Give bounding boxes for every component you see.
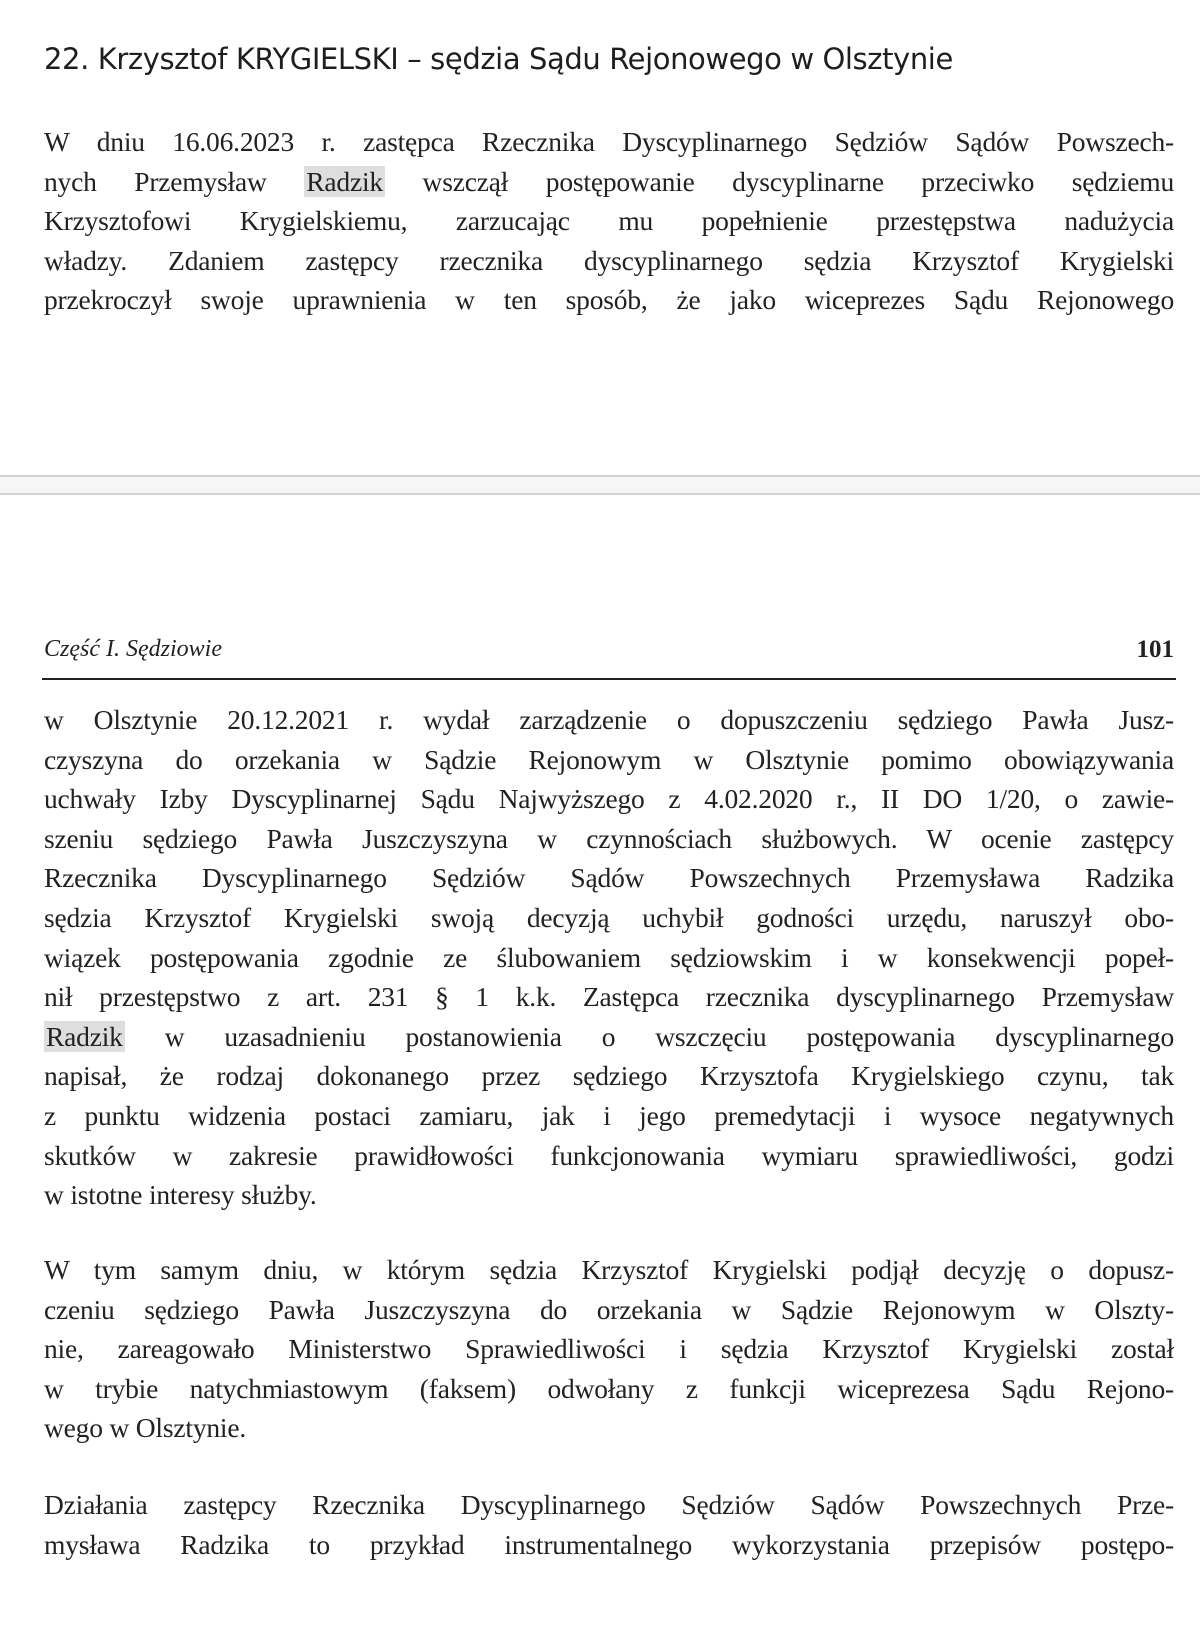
text-line — [44, 819, 1174, 859]
text-line — [44, 977, 1174, 1017]
line-text: władzy. Zdaniem zastępcy rzecznika dyscyplinarnego sędzia Krzysztof Krygielski — [44, 244, 1174, 276]
line-text: wego w Olsztynie. — [44, 1412, 247, 1444]
line-text: nych Przemysław — [44, 165, 305, 197]
text-line — [44, 858, 1174, 898]
text-line — [44, 1485, 1174, 1525]
line-text: wiązek postępowania zgodnie ze ślubowaniem sędziowskim i w konsekwencji popeł- — [44, 941, 1174, 973]
text-line — [44, 201, 1174, 241]
text-line — [44, 700, 1174, 740]
line-text: sędzia Krzysztof Krygielski swoją decyzją uchybił godności urzędu, naruszył obo- — [44, 901, 1174, 933]
text-line — [44, 241, 1174, 281]
text-line — [44, 162, 1174, 202]
running-header: Część I. Sędziowie — [44, 636, 222, 662]
text-line — [44, 1290, 1174, 1330]
line-text: Działania zastępcy Rzecznika Dyscyplinarnego Sędziów Sądów Powszechnych Prze- — [44, 1489, 1174, 1520]
line-text: mysława Radzika to przykład instrumentalnego wykorzystania przepisów postępo- — [44, 1528, 1174, 1560]
line-text: czyszyna do orzekania w Sądzie Rejonowym w Olsztynie pomimo obowiązywania — [44, 743, 1174, 775]
text-line — [44, 1136, 1174, 1176]
text-line — [44, 122, 1174, 162]
line-text: w trybie natychmiastowym (faksem) odwołany z funkcji wiceprezesa Sądu Rejono- — [44, 1372, 1174, 1404]
line-text: uchwały Izby Dyscyplinarnej Sądu Najwyższego z 4.02.2020 r., II DO 1/20, o zawie- — [44, 783, 1174, 815]
text-line — [44, 898, 1174, 938]
line-text: nił przestępstwo z art. 231 § 1 k.k. Zastępca rzecznika dyscyplinarnego Przemysław — [44, 981, 1174, 1013]
text-line — [44, 1096, 1174, 1136]
section-heading: 22. Krzysztof KRYGIELSKI – sędzia Sądu Rejonowego w Olsztynie — [44, 42, 953, 76]
line-text: Krzysztofowi Krygielskiemu, zarzucając mu popełnienie przestępstwa nadużycia — [44, 205, 1174, 237]
text-line — [44, 1250, 1174, 1290]
paragraph — [44, 1485, 1174, 1564]
line-text: szeniu sędziego Pawła Juszczyszyna w czynnościach służbowych. W ocenie zastępcy — [44, 822, 1174, 854]
paragraph — [44, 1250, 1174, 1448]
text-line — [44, 938, 1174, 978]
page-number: 101 — [1136, 636, 1174, 663]
line-text: przekroczył swoje uprawnienia w ten sposób, że jako wiceprezes Sądu Rejonowego — [44, 284, 1174, 316]
text-line — [44, 1525, 1174, 1565]
paragraph — [44, 700, 1174, 1215]
text-line — [44, 1056, 1174, 1096]
line-text: w uzasadnieniu postanowienia o wszczęciu postępowania dyscyplinarnego — [124, 1020, 1174, 1052]
line-text: w Olsztynie 20.12.2021 r. wydał zarządzenie o dopuszczeniu sędziego Pawła Jusz- — [44, 704, 1174, 735]
search-highlight: Radzik — [46, 1020, 123, 1052]
line-text: wszczął postępowanie dyscyplinarne przeciwko sędziemu — [384, 165, 1174, 197]
line-text: czeniu sędziego Pawła Juszczyszyna do orzekania w Sądzie Rejonowym w Olszty- — [44, 1293, 1174, 1325]
line-text: W dniu 16.06.2023 r. zastępca Rzecznika Dyscyplinarnego Sędziów Sądów Powszech- — [44, 126, 1174, 157]
page-separator — [0, 475, 1200, 495]
text-line — [44, 280, 1174, 320]
line-text: Rzecznika Dyscyplinarnego Sędziów Sądów Powszechnych Przemysława Radzika — [44, 862, 1174, 894]
text-line — [44, 1408, 1174, 1448]
header-rule — [42, 678, 1176, 680]
text-line — [44, 740, 1174, 780]
line-text: W tym samym dniu, w którym sędzia Krzysztof Krygielski podjął decyzję o dopusz- — [44, 1254, 1174, 1285]
text-line — [44, 1175, 1174, 1215]
text-line — [44, 1017, 1174, 1057]
line-text: w istotne interesy służby. — [44, 1179, 317, 1211]
paragraph — [44, 122, 1174, 320]
search-highlight: Radzik — [306, 165, 383, 197]
line-text: z punktu widzenia postaci zamiaru, jak i jego premedytacji i wysoce negatywnych — [44, 1099, 1174, 1131]
text-line — [44, 1369, 1174, 1409]
line-text: nie, zareagowało Ministerstwo Sprawiedliwości i sędzia Krzysztof Krygielski został — [44, 1333, 1174, 1365]
line-text: napisał, że rodzaj dokonanego przez sędziego Krzysztofa Krygielskiego czynu, tak — [44, 1060, 1174, 1092]
text-line — [44, 779, 1174, 819]
text-line — [44, 1329, 1174, 1369]
line-text: skutków w zakresie prawidłowości funkcjonowania wymiaru sprawiedliwości, godzi — [44, 1139, 1174, 1171]
